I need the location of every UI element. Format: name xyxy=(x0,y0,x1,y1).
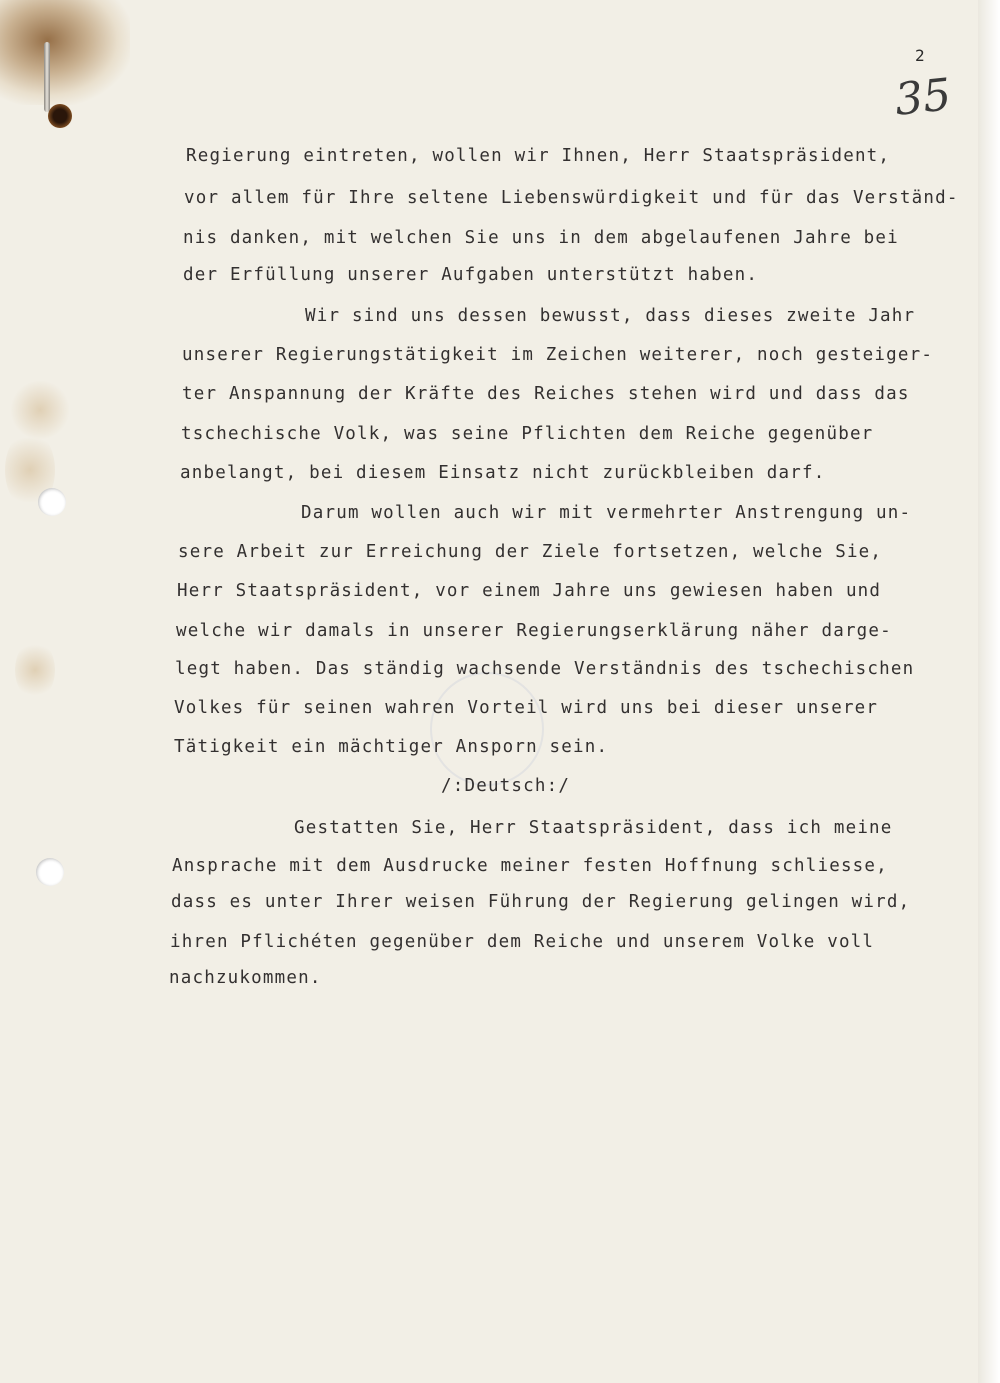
text-line: Darum wollen auch wir mit vermehrter Anstrengung un- xyxy=(301,503,912,523)
text-line: ter Anspannung der Kräfte des Reiches stehen wird und dass das xyxy=(182,384,910,404)
foxing-spot xyxy=(10,380,70,440)
text-line: dass es unter Ihrer weisen Führung der Regierung gelingen wird, xyxy=(171,892,911,912)
text-line: Herr Staatspräsident, vor einem Jahre uns gewiesen haben und xyxy=(177,581,882,601)
page-number: 2 xyxy=(915,46,925,65)
text-line: Tätigkeit ein mächtiger Ansporn sein. xyxy=(174,737,609,757)
text-line: Volkes für seinen wahren Vorteil wird uns bei dieser unserer xyxy=(174,698,879,718)
text-line: nachzukommen. xyxy=(169,968,322,988)
text-line: ihren Pflichéten gegenüber dem Reiche und unserem Volke voll xyxy=(170,932,875,952)
text-line: legt haben. Das ständig wachsende Verständnis des tschechischen xyxy=(175,659,915,679)
staple xyxy=(44,42,50,112)
punch-hole xyxy=(36,858,64,886)
text-line: Gestatten Sie, Herr Staatspräsident, dass ich meine xyxy=(294,818,893,838)
rust-stain xyxy=(0,0,130,105)
text-line: Ansprache mit dem Ausdrucke meiner festen Hoffnung schliesse, xyxy=(172,856,888,876)
text-line: sere Arbeit zur Erreichung der Ziele fortsetzen, welche Sie, xyxy=(178,542,883,562)
faint-stamp xyxy=(430,672,544,786)
text-line: der Erfüllung unserer Aufgaben unterstützt haben. xyxy=(183,265,759,285)
scan-edge xyxy=(978,0,1000,1383)
text-line: Regierung eintreten, wollen wir Ihnen, Herr Staatspräsident, xyxy=(186,146,891,166)
text-line: tschechische Volk, was seine Pflichten dem Reiche gegenüber xyxy=(181,424,874,444)
text-line: nis danken, mit welchen Sie uns in dem abgelaufenen Jahre bei xyxy=(183,228,899,248)
text-line: anbelangt, bei diesem Einsatz nicht zurückbleiben darf. xyxy=(180,463,826,483)
text-line: Wir sind uns dessen bewusst, dass dieses zweite Jahr xyxy=(305,306,916,326)
text-line: vor allem für Ihre seltene Liebenswürdigkeit und für das Verständ- xyxy=(184,188,959,208)
punch-hole xyxy=(38,488,66,516)
section-marker: /:Deutsch:/ xyxy=(441,776,571,796)
handwritten-folio: 35 xyxy=(892,69,954,126)
text-line: welche wir damals in unserer Regierungserklärung näher darge- xyxy=(176,621,892,641)
text-line: unserer Regierungstätigkeit im Zeichen weiterer, noch gesteiger- xyxy=(182,345,934,365)
foxing-spot xyxy=(15,640,55,700)
burn-hole xyxy=(48,104,72,128)
